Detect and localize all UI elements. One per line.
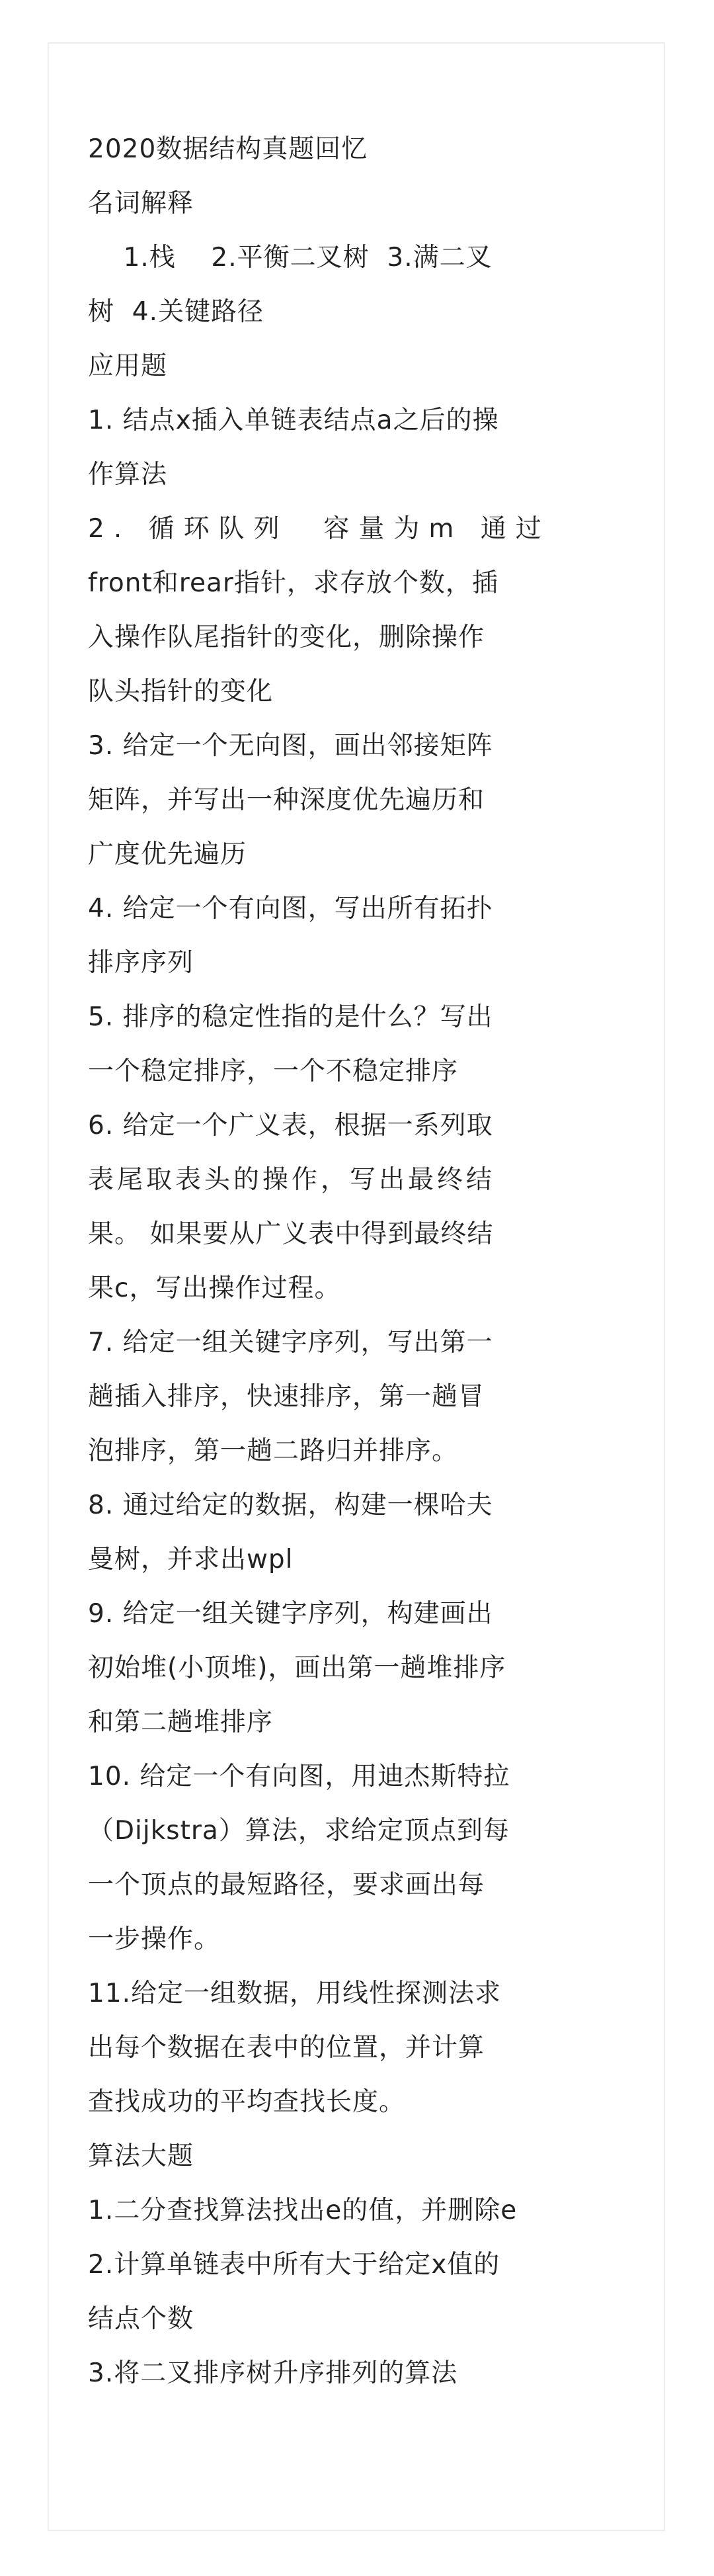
question-line: 3.将二叉排序树升序排列的算法 (88, 2358, 458, 2388)
question-line: 出每个数据在表中的位置，并计算 (88, 2033, 485, 2063)
question-line: 趟插入排序，快速排序，第一趟冒 (88, 1382, 485, 1412)
question-line: 3. 给定一个无向图，画出邻接矩阵 (88, 731, 493, 761)
document-content (88, 122, 610, 2401)
terms-line-1: 1.栈 2.平衡二叉树 3.满二叉 (88, 243, 493, 273)
applied-question-9 (88, 1587, 610, 1750)
question-line: 泡排序，第一趟二路归并排序。 (88, 1436, 459, 1466)
question-line: 4. 给定一个有向图，写出所有拓扑 (88, 894, 493, 923)
question-line: 结点个数 (88, 2304, 194, 2334)
section-heading-algorithms: 算法大题 (88, 2141, 194, 2171)
question-line: front和rear指针，求存放个数，插 (88, 568, 498, 598)
question-line: 作算法 (88, 460, 168, 490)
algorithm-question-3 (88, 2346, 610, 2401)
question-line: 8. 通过给定的数据，构建一棵哈夫 (88, 1490, 493, 1520)
question-line: 表尾取表头的操作，写出最终结 (88, 1165, 496, 1195)
question-line: 6. 给定一个广义表，根据一系列取 (88, 1111, 493, 1140)
applied-question-11 (88, 1967, 610, 2129)
question-line: 2.计算单链表中所有大于给定x值的 (88, 2250, 500, 2280)
question-line: 队头指针的变化 (88, 677, 274, 707)
section-heading-applied: 应用题 (88, 351, 168, 381)
question-line: 5. 排序的稳定性指的是什么？写出 (88, 1002, 493, 1032)
question-line: 11.给定一组数据，用线性探测法求 (88, 1979, 502, 2008)
applied-question-3 (88, 719, 610, 882)
question-line: 1.二分查找算法找出e的值，并删除e (88, 2196, 518, 2225)
question-line: 7. 给定一组关键字序列，写出第一 (88, 1328, 493, 1357)
applied-question-5 (88, 990, 610, 1099)
question-line: 10. 给定一个有向图，用迪杰斯特拉 (88, 1762, 510, 1791)
question-line: 广度优先遍历 (88, 839, 247, 869)
question-line: 果c，写出操作过程。 (88, 1273, 341, 1303)
algorithm-question-2 (88, 2238, 610, 2346)
question-line: 初始堆(小顶堆)，画出第一趟堆排序 (88, 1653, 506, 1683)
applied-question-10 (88, 1750, 610, 1967)
question-line: 1. 结点x插入单链表结点a之后的操 (88, 406, 499, 435)
question-line: 和第二趟堆排序 (88, 1707, 274, 1737)
question-line: 一个顶点的最短路径，要求画出每 (88, 1870, 485, 1900)
question-line: 9. 给定一组关键字序列，构建画出 (88, 1599, 493, 1629)
applied-question-6 (88, 1099, 610, 1316)
question-line: 排序序列 (88, 948, 194, 978)
applied-question-2 (88, 502, 610, 719)
applied-question-8 (88, 1479, 610, 1587)
question-line: 果。 如果要从广义表中得到最终结 (88, 1219, 494, 1249)
question-line: 入操作队尾指针的变化，删除操作 (88, 623, 485, 652)
document-title: 2020数据结构真题回忆 (88, 134, 368, 164)
applied-question-4 (88, 882, 610, 990)
applied-question-7 (88, 1316, 610, 1479)
question-line: 曼树，并求出wpl (88, 1545, 294, 1574)
section-heading-terms: 名词解释 (88, 189, 194, 218)
applied-question-1 (88, 394, 610, 502)
question-line: 2. 循环队列 容量为m 通过 (88, 514, 551, 544)
question-line: 一个稳定排序，一个不稳定排序 (88, 1056, 459, 1086)
question-line: 查找成功的平均查找长度。 (88, 2087, 406, 2117)
question-line: 一步操作。 (88, 1924, 221, 1954)
terms-line-2: 树 4.关键路径 (88, 297, 264, 327)
algorithm-question-1 (88, 2184, 610, 2238)
question-line: （Dijkstra）算法，求给定顶点到每 (88, 1816, 510, 1846)
question-line: 矩阵，并写出一种深度优先遍历和 (88, 785, 485, 815)
